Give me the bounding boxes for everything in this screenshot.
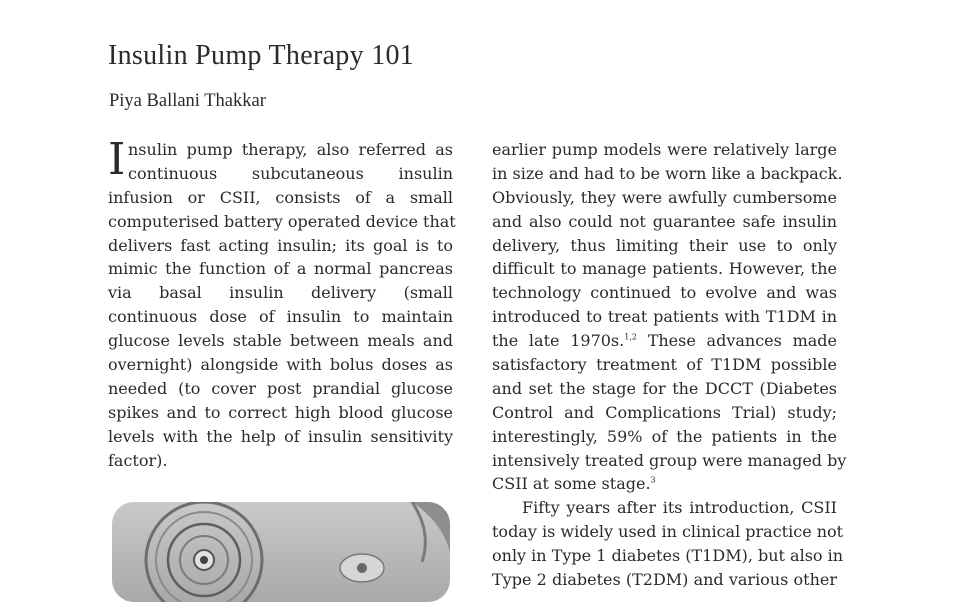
body-line: nsulin pump therapy, also referred as [128,140,453,159]
body-line: overnight) alongside with bolus doses as [108,355,453,375]
body-line: and set the stage for the DCCT (Diabetes [492,378,837,398]
body-line: introduced to treat patients with T1DM in [492,307,837,327]
body-line: levels with the help of insulin sensitivity [108,426,453,446]
body-line: mimic the function of a normal pancreas [108,259,453,279]
body-line: delivery, thus limiting their use to only [492,235,837,255]
article-author: Piya Ballani Thakkar [109,91,266,111]
body-line: computerised battery operated device that [108,211,456,231]
left-column [108,134,456,472]
body-line: factor). [108,450,168,470]
article-title: Insulin Pump Therapy 101 [108,40,415,71]
body-line: and also could not guarantee safe insulin [492,211,837,231]
citation-marker: 1,2 [624,332,637,342]
body-line: needed (to cover post prandial glucose [108,378,453,398]
insulin-pump-photo [112,502,450,602]
body-line: in size and had to be worn like a backpack. [492,163,843,183]
body-line: spikes and to correct high blood glucose [108,402,453,422]
body-line: Fifty years after its introduction, CSII [522,498,837,518]
body-line: satisfactory treatment of T1DM possible [492,355,837,375]
body-line: Control and Complications Trial) study; [492,402,837,422]
body-line-citation [492,472,837,496]
body-line: continuous dose of insulin to maintain [108,307,453,327]
body-line: infusion or CSII, consists of a small [108,187,453,207]
body-line: continuous subcutaneous insulin [128,163,453,183]
body-text: the late 1970s. [492,331,625,351]
body-line: earlier pump models were relatively large [492,140,837,159]
body-text: These advances made [636,331,837,351]
body-line: Type 2 diabetes (T2DM) and various other [492,570,837,590]
right-column [492,138,847,592]
body-text: CSII at some stage. [492,474,651,494]
drop-cap: I [108,134,126,185]
body-line: glucose levels stable between meals and [108,331,453,351]
body-line: interestingly, 59% of the patients in the [492,426,837,446]
body-line: Obviously, they were awfully cumbersome [492,187,837,207]
body-line: only in Type 1 diabetes (T1DM), but also in [492,546,844,566]
body-line: delivers fast acting insulin; its goal is to [108,235,453,255]
body-line: via basal insulin delivery (small [108,283,453,303]
body-line: difficult to manage patients. However, the [492,259,837,279]
body-line: intensively treated group were managed by [492,450,847,470]
body-line: today is widely used in clinical practice not [492,522,844,542]
body-line: technology continued to evolve and was [492,283,837,303]
pump-illustration [112,502,450,602]
citation-marker: 3 [650,476,656,486]
body-line-citation [492,329,837,353]
